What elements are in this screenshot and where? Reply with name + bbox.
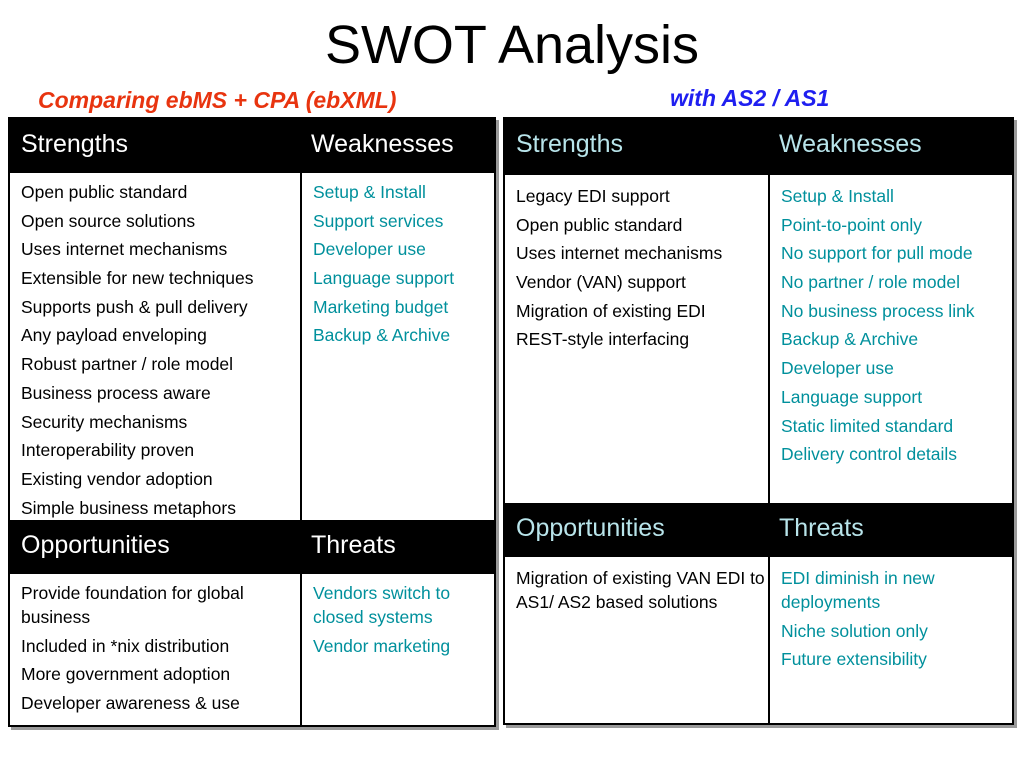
list-item: Developer use [781, 358, 894, 379]
list-item: No partner / role model [781, 272, 960, 293]
header-row-bottom [505, 503, 1012, 555]
swot-table-as2 [503, 117, 1014, 725]
opportunities-threats-row [505, 555, 1012, 723]
strengths-weaknesses-row [505, 173, 1012, 503]
list-item: Language support [781, 386, 923, 407]
list-item: Extensible for new techniques [21, 268, 254, 289]
header-row-top [10, 119, 494, 171]
opportunities-header: Opportunities [516, 514, 665, 542]
threats-list [781, 566, 1012, 671]
list-item: Marketing budget [313, 296, 449, 317]
swot-table-ebxml [8, 117, 496, 727]
list-item: More government adoption [21, 664, 231, 685]
list-item: Vendors switch to closed systems [313, 583, 451, 627]
list-item: Included in *nix distribution [21, 635, 230, 656]
page-title: SWOT Analysis [324, 15, 700, 75]
list-item: Any payload enveloping [21, 325, 207, 346]
weaknesses-header: Weaknesses [311, 130, 454, 158]
list-item: Migration of existing VAN EDI to AS1/ AS2 based solutions [516, 568, 765, 612]
threats-list [313, 581, 494, 658]
weaknesses-list [781, 184, 1012, 466]
opportunities-threats-row [10, 572, 494, 725]
list-item: Setup & Install [313, 182, 426, 202]
list-item: Static limited standard [781, 415, 954, 436]
strengths-list [516, 184, 768, 351]
list-item: No business process link [781, 300, 975, 321]
opportunities-cell [10, 574, 300, 725]
weaknesses-header: Weaknesses [779, 130, 922, 158]
subtitle-as2: with AS2 / AS1 [670, 85, 830, 111]
list-item: Delivery control details [781, 444, 958, 465]
list-item: Open source solutions [21, 210, 196, 231]
list-item: Backup & Archive [313, 325, 451, 346]
list-item: Open public standard [21, 182, 188, 202]
list-item: Supports push & pull delivery [21, 296, 248, 317]
threats-header: Threats [779, 514, 864, 542]
list-item: No support for pull mode [781, 243, 973, 264]
list-item: Vendor marketing [313, 635, 451, 656]
list-item: Language support [313, 268, 455, 289]
subtitle-ebxml: Comparing ebMS + CPA (ebXML) [38, 87, 397, 113]
strengths-cell [505, 175, 768, 503]
threats-cell [768, 557, 1012, 723]
weaknesses-cell [768, 175, 1012, 503]
list-item: Legacy EDI support [516, 186, 670, 206]
list-item: Interoperability proven [21, 440, 195, 461]
threats-cell [300, 574, 494, 725]
list-item: Open public standard [516, 214, 683, 235]
strengths-list [21, 180, 300, 520]
weaknesses-list [313, 180, 494, 347]
list-item: Security mechanisms [21, 411, 188, 432]
list-item: Vendor (VAN) support [516, 272, 686, 293]
list-item: Migration of existing EDI [516, 300, 706, 321]
opportunities-header: Opportunities [21, 531, 170, 559]
list-item: REST-style interfacing [516, 329, 690, 350]
list-item: Provide foundation for global business [21, 583, 244, 627]
list-item: Future extensibility [781, 649, 927, 670]
opportunities-cell [505, 557, 768, 723]
threats-header: Threats [311, 531, 396, 559]
opportunities-list [21, 581, 300, 715]
strengths-header: Strengths [21, 130, 129, 158]
list-item: EDI diminish in new deployments [781, 568, 935, 612]
list-item: Backup & Archive [781, 329, 919, 350]
weaknesses-cell [300, 173, 494, 520]
list-item: Setup & Install [781, 186, 894, 206]
list-item: Developer awareness & use [21, 693, 240, 714]
list-item: Existing vendor adoption [21, 468, 213, 489]
list-item: Uses internet mechanisms [516, 243, 723, 264]
list-item: Uses internet mechanisms [21, 239, 228, 260]
list-item: Niche solution only [781, 620, 928, 641]
list-item: Simple business metaphors [21, 497, 236, 518]
list-item: Robust partner / role model [21, 354, 234, 375]
list-item: Support services [313, 210, 444, 231]
list-item: Developer use [313, 239, 426, 260]
opportunities-list [516, 566, 768, 614]
strengths-weaknesses-row [10, 171, 494, 520]
header-row-top [505, 119, 1012, 173]
list-item: Business process aware [21, 382, 211, 403]
strengths-header: Strengths [516, 130, 624, 158]
list-item: Point-to-point only [781, 214, 923, 235]
header-row-bottom [10, 520, 494, 572]
strengths-cell [10, 173, 300, 520]
